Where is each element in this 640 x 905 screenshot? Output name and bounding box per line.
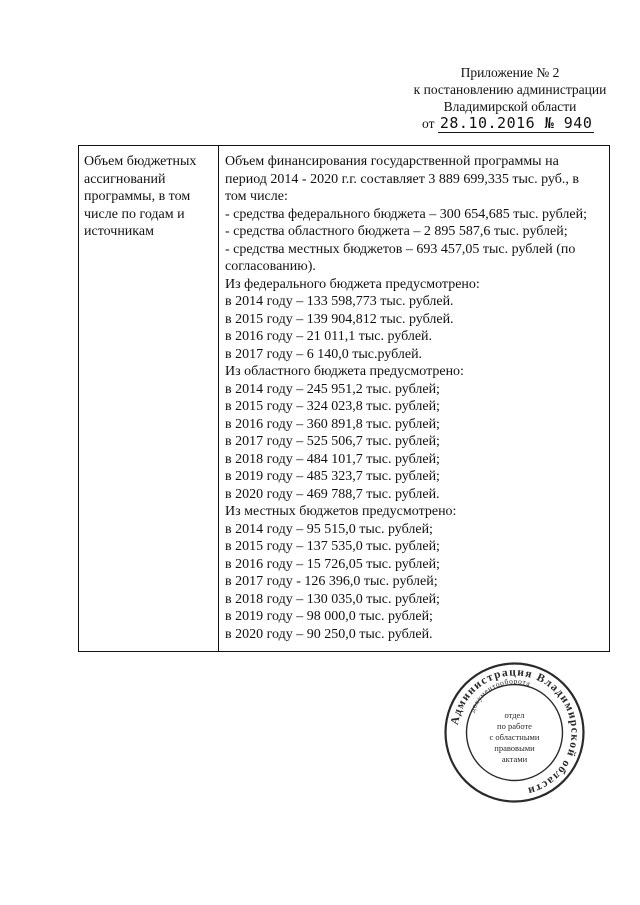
- table-row: в 2015 году – 139 904,812 тыс. рублей.: [225, 311, 454, 327]
- table-content-cell: [219, 146, 609, 651]
- table-row: - средства федерального бюджета – 300 654,685 тыс. рублей;: [225, 206, 587, 222]
- table-row: в 2016 году – 21 011,1 тыс. рублей.: [225, 329, 433, 344]
- funding-table: [78, 145, 610, 652]
- table-row: в 2016 году – 360 891,8 тыс. рублей;: [225, 416, 440, 432]
- table-row: в 2020 году – 90 250,0 тыс. рублей.: [225, 626, 433, 642]
- official-stamp: [442, 660, 587, 805]
- handwritten-date-number: 28.10.2016 № 940: [439, 114, 593, 132]
- table-row: Из областного бюджета предусмотрено:: [225, 364, 464, 379]
- table-row: в 2015 году – 137 535,0 тыс. рублей;: [225, 539, 440, 554]
- table-row: в 2014 году – 95 515,0 тыс. рублей;: [225, 521, 433, 537]
- table-row: Объем финансирования государственной программы на период 2014 - 2020 г.г. составляет 3 889 699,335 тыс. руб., в том числе:: [225, 154, 579, 204]
- table-row: в 2017 году – 6 140,0 тыс.рублей.: [225, 346, 423, 362]
- stamp-center-line: правовыми: [494, 743, 535, 753]
- table-row: в 2017 году - 126 396,0 тыс. рублей;: [225, 574, 438, 589]
- stamp-arc-text: документооборота: [467, 676, 532, 714]
- table-row: в 2018 году – 130 035,0 тыс. рублей;: [225, 591, 440, 607]
- table-row: - средства областного бюджета – 2 895 587,6 тыс. рублей;: [225, 224, 568, 239]
- stamp-center-line: с областными: [489, 732, 540, 742]
- appendix-date-line: [400, 115, 620, 132]
- appendix-title: Приложение № 2: [460, 65, 560, 80]
- table-row: в 2019 году – 98 000,0 тыс. рублей;: [225, 609, 433, 624]
- table-row: в 2018 году – 484 101,7 тыс. рублей;: [225, 451, 440, 467]
- table-row: в 2014 году – 133 598,773 тыс. рублей.: [225, 294, 454, 309]
- table-label-cell: Объем бюджетных ассигнований программы, в том числе по годам и источникам: [79, 146, 219, 651]
- stamp-center-line: по работе: [497, 721, 532, 731]
- table-row: в 2014 году – 245 951,2 тыс. рублей;: [225, 381, 440, 397]
- date-prefix: от: [422, 116, 435, 131]
- appendix-region: Владимирской области: [443, 99, 577, 114]
- appendix-reference: к постановлению администрации: [413, 82, 607, 97]
- table-row: в 2017 году – 525 506,7 тыс. рублей;: [225, 434, 440, 449]
- stamp-center-line: актами: [501, 754, 528, 764]
- table-row: - средства местных бюджетов – 693 457,05 тыс. рублей (по согласованию).: [225, 241, 576, 274]
- table-row: в 2015 году – 324 023,8 тыс. рублей;: [225, 399, 440, 414]
- table-row: Из местных бюджетов предусмотрено:: [225, 504, 457, 519]
- table-row: Из федерального бюджета предусмотрено:: [225, 276, 480, 292]
- appendix-header: [400, 64, 620, 132]
- stamp-ring-text: Администрация Владимирской области: [448, 666, 581, 798]
- table-row: в 2019 году – 485 323,7 тыс. рублей;: [225, 469, 440, 484]
- table-row: в 2016 году – 15 726,05 тыс. рублей;: [225, 556, 440, 572]
- stamp-center-line: отдел: [504, 710, 525, 720]
- table-row: в 2020 году – 469 788,7 тыс. рублей.: [225, 486, 440, 502]
